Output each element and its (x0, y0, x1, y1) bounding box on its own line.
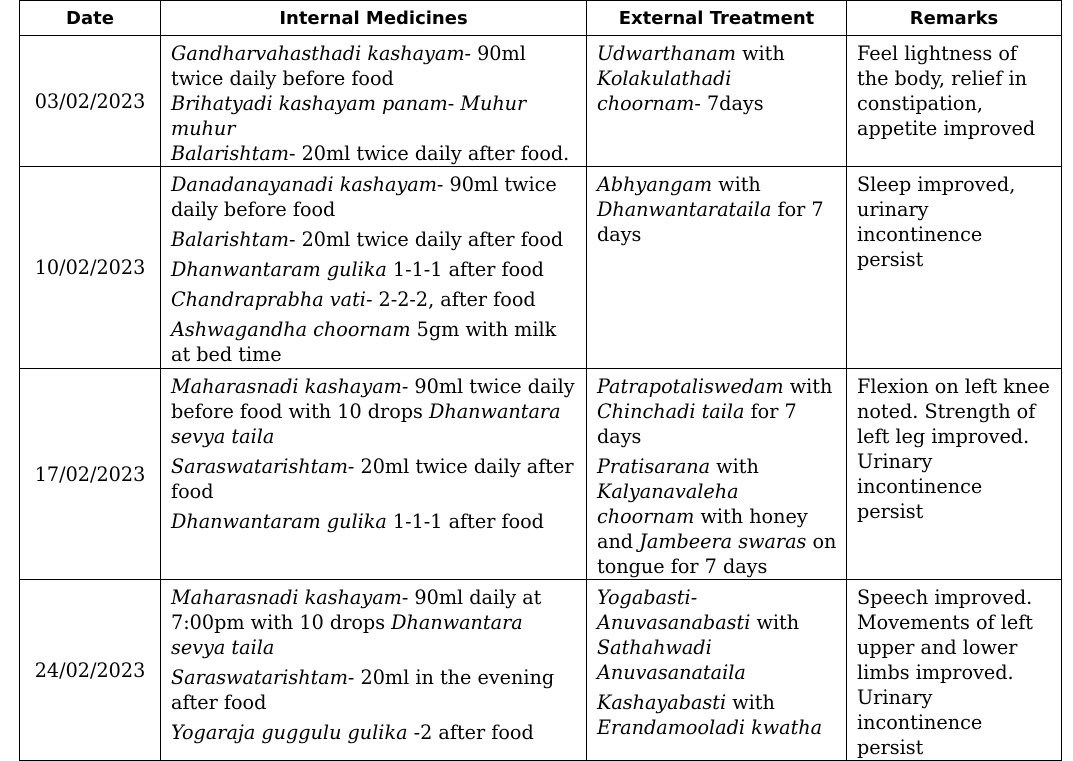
medicine-name-secondary: Muhur muhur (171, 92, 527, 140)
treatment-entry (597, 454, 838, 579)
treatment-medium: Sathahwadi Anuvasanataila (597, 636, 746, 684)
treatment-name: Pratisarana (597, 455, 711, 478)
internal-medicines-cell (161, 580, 587, 761)
header-external-treatment: External Treatment (587, 1, 847, 36)
medicine-name: Maharasnadi kashayam (171, 375, 402, 398)
remarks-cell: Feel lightness of the body, relief in constipation, appetite improved (847, 36, 1062, 167)
medicine-name: Maharasnadi kashayam (171, 586, 402, 609)
treatment-connector: with (710, 455, 759, 478)
treatment-connector: with (783, 375, 833, 398)
medicine-dose: - 90ml twice daily before food with 10 drops (171, 375, 575, 423)
medicine-dose: - 90ml twice daily before food (171, 42, 526, 90)
treatment-duration: - 7days (694, 92, 764, 115)
table-row (20, 580, 1062, 761)
treatment-connector: with (750, 611, 800, 634)
medicine-entry (171, 227, 578, 252)
treatment-medium: Kolakulathadi choornam (597, 67, 732, 115)
internal-medicines-cell (161, 36, 587, 167)
medicine-entry (171, 287, 578, 312)
treatment-name: Udwarthanam (597, 42, 736, 65)
medicine-entry (171, 257, 578, 282)
medicine-dose: 1-1-1 after food (386, 510, 544, 533)
treatment-medium: Jambeera swaras (639, 530, 807, 553)
header-internal-medicines: Internal Medicines (161, 1, 587, 36)
medicine-name: Saraswatarishtam (171, 666, 348, 689)
medicine-name: Danadanayanadi kashayam (171, 173, 437, 196)
medicine-name: Gandharvahasthadi kashayam (171, 42, 465, 65)
table-row (20, 36, 1062, 167)
treatment-medium: Chinchadi taila (597, 400, 745, 423)
medicine-name: Chandraprabha vati (171, 288, 366, 311)
medicine-name: Balarishtam (171, 228, 289, 251)
medicine-dose: - 20ml in the evening after food (171, 666, 555, 714)
treatment-entry (597, 374, 838, 449)
treatment-duration: for 7 days (597, 198, 824, 246)
medicine-dose: 1-1-1 after food (386, 258, 544, 281)
treatment-connector: with (726, 691, 775, 714)
date-cell: 10/02/2023 (20, 167, 161, 369)
internal-medicines-cell (161, 167, 587, 369)
medicine-entry (171, 41, 578, 91)
medicine-name: Yogaraja guggulu gulika (171, 721, 408, 744)
medicine-entry (171, 91, 578, 141)
treatment-medium: Dhanwantarataila (597, 198, 772, 221)
date-cell: 17/02/2023 (20, 369, 161, 580)
medicine-name: Brihatyadi kashayam panam (171, 92, 448, 115)
medicine-dose: - 20ml twice daily after food (171, 455, 574, 503)
treatment-medium: Kalyanavaleha choornam (597, 480, 739, 528)
medicine-entry (171, 172, 578, 222)
treatment-name: Abhyangam (597, 173, 713, 196)
header-date: Date (20, 1, 161, 36)
treatment-duration: for 7 days (597, 400, 797, 448)
medicine-dose: - (447, 92, 461, 115)
medicine-dose: - 90ml twice daily before food (171, 173, 557, 221)
medicine-name: Dhanwantaram gulika (171, 258, 387, 281)
external-treatment-cell (587, 36, 847, 167)
treatment-duration: on tongue for 7 days (597, 530, 837, 578)
medicine-name: Ashwagandha choornam (171, 318, 411, 341)
medicine-name: Saraswatarishtam (171, 455, 348, 478)
medicine-name: Dhanwantaram gulika (171, 510, 387, 533)
internal-medicines-cell (161, 369, 587, 580)
treatment-connector: with (736, 42, 785, 65)
treatment-name: Patrapotaliswedam (597, 375, 784, 398)
medicine-name: Balarishtam (171, 142, 289, 165)
table-row (20, 167, 1062, 369)
external-treatment-cell (587, 580, 847, 761)
date-cell: 24/02/2023 (20, 580, 161, 761)
external-treatment-cell (587, 369, 847, 580)
medicine-name-secondary: Dhanwantara sevya taila (171, 611, 523, 659)
medicine-entry (171, 317, 578, 367)
medicine-entry (171, 141, 578, 166)
medicine-name-secondary: Dhanwantara sevya taila (171, 400, 561, 448)
treatment-table (19, 0, 1062, 761)
table-row (20, 369, 1062, 580)
medicine-dose: - 2-2-2, after food (365, 288, 536, 311)
medicine-entry (171, 509, 578, 534)
remarks-cell: Speech improved. Movements of left upper and lower limbs improved. Urinary incontinence persist (847, 580, 1062, 761)
remarks-cell: Flexion on left knee noted. Strength of left leg improved. Urinary incontinence persist (847, 369, 1062, 580)
medicine-dose: -2 after food (407, 721, 534, 744)
medicine-entry (171, 585, 578, 660)
treatment-connector: with honey and (597, 505, 808, 553)
header-row (20, 1, 1062, 36)
medicine-entry (171, 665, 578, 715)
medicine-dose: 5gm with milk at bed time (171, 318, 557, 366)
medicine-entry (171, 454, 578, 504)
treatment-name: Yogabasti- Anuvasanabasti (597, 586, 751, 634)
treatment-table-wrapper (19, 0, 1062, 761)
header-remarks: Remarks (847, 1, 1062, 36)
treatment-name: Kashayabasti (597, 691, 727, 714)
treatment-entry (597, 41, 838, 116)
medicine-dose: - 20ml twice daily after food. (288, 142, 570, 165)
external-treatment-cell (587, 167, 847, 369)
treatment-entry (597, 172, 838, 247)
remarks-cell: Sleep improved, urinary incontinence persist (847, 167, 1062, 369)
date-cell: 03/02/2023 (20, 36, 161, 167)
medicine-dose: - 90ml daily at 7:00pm with 10 drops (171, 586, 542, 634)
medicine-dose: - 20ml twice daily after food (288, 228, 564, 251)
treatment-connector: with (712, 173, 761, 196)
treatment-entry (597, 585, 838, 685)
treatment-medium: Erandamooladi kwatha (597, 716, 823, 739)
medicine-entry (171, 374, 578, 449)
